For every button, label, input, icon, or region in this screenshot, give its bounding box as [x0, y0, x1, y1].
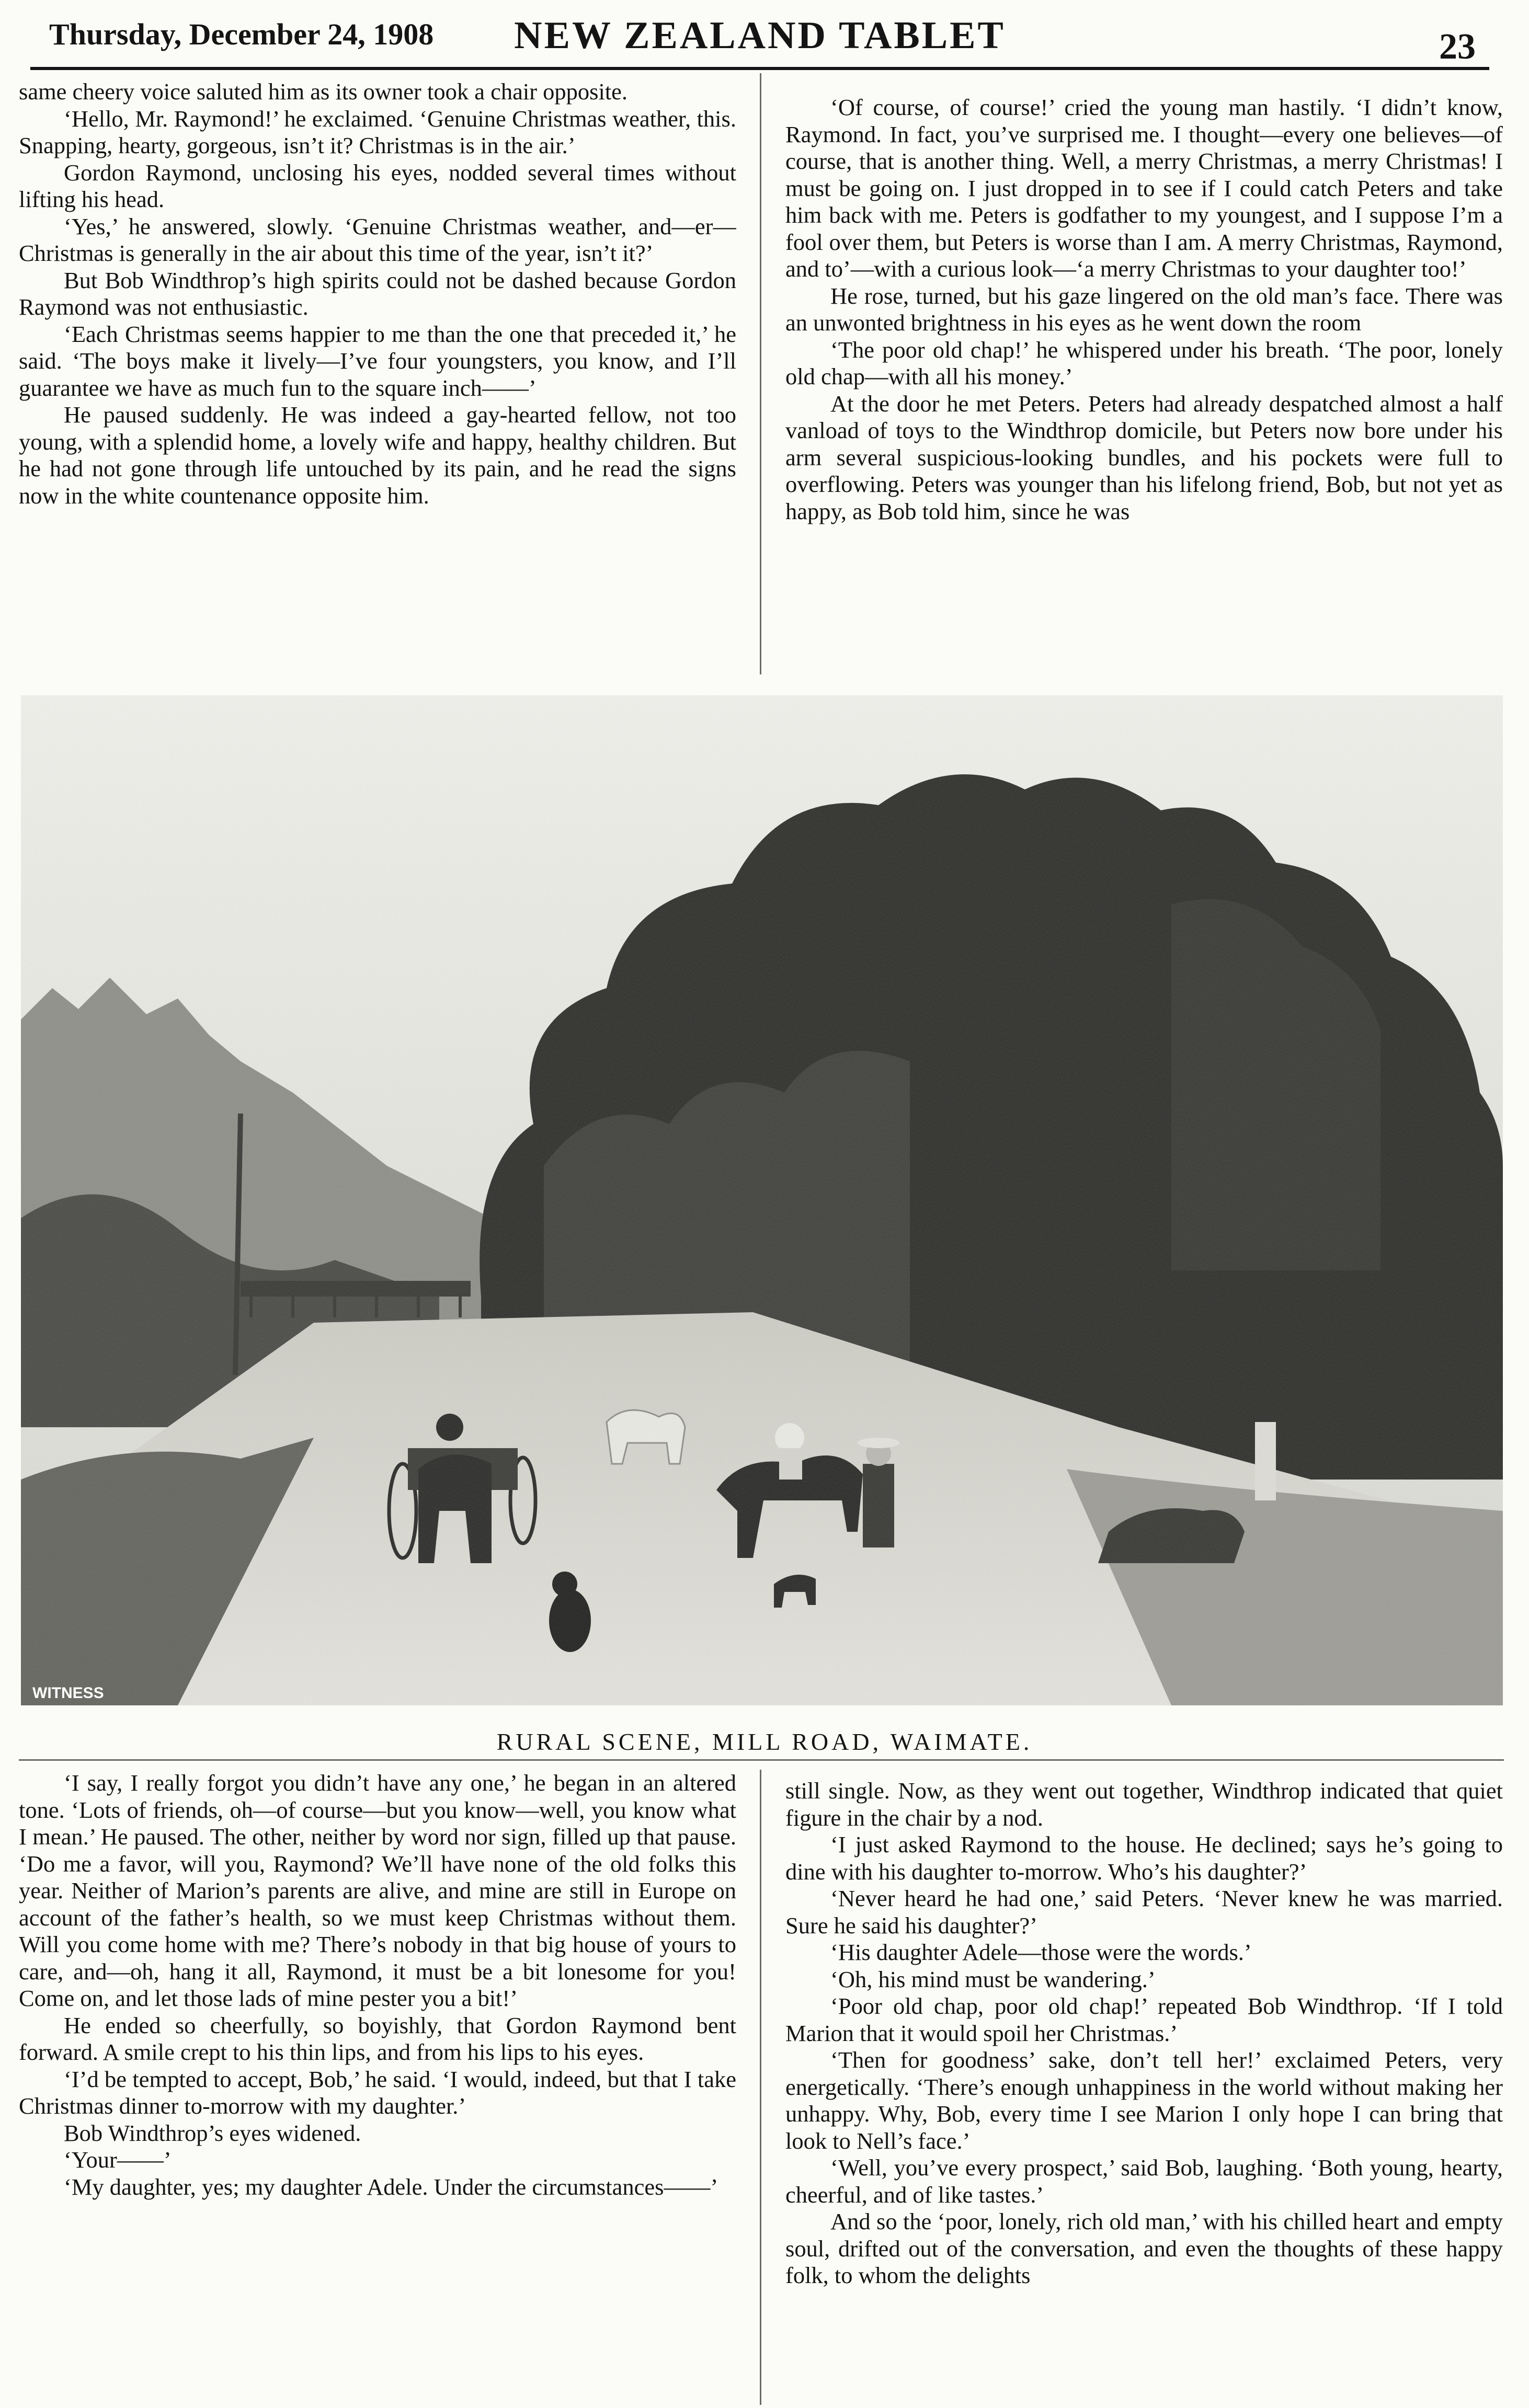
paragraph: ‘Then for goodness’ sake, don’t tell her!’ exclaimed Peters, very energetically. ‘There’s enough unhappiness in the world without making her unhappy. Why, Bob, every time I see Marion I only hope I can bring that look to Nell’s face.’ — [785, 2047, 1503, 2154]
paragraph: ‘Your——’ — [64, 2147, 172, 2173]
paragraph: ‘I say, I really forgot you didn’t have any one,’ he began in an altered tone. ‘Lots of friends, oh—of course—but you know—well, you know what I mean.’ He paused. The other, neither by word nor sign, filled up that pause. ‘Do me a favor, will you, Raymond? We’ll have none of the old folks this year. Neither of Marion’s parents are alive, and mine are still in Europe on account of the father’s health, so we must keep Christmas without them. Will you come home with me? There’s nobody in that big house of yours to care, and—oh, hang it all, Raymond, it must be a bit lonesome for you! Come on, and let those lads of mine pester you a bit!’ — [19, 1770, 736, 2011]
paragraph: ‘Of course, of course!’ cried the young man hastily. ‘I didn’t know, Raymond. In fact, you’ve surprised me. I thought—every one believes—of course, that is another thing. Well, a merry Christmas, a merry Christmas! I must be going on. I just dropped in to see if I could catch Peters and take him back with me. Peters is godfather to my youngest, and I suppose I’m a fool over them, but Peters is worse than I am. A merry Christmas, Raymond, and to’—with a curious look—‘a merry Christmas to your daughter too!’ — [785, 94, 1503, 282]
article-column-bottom-right — [785, 1778, 1503, 2405]
article-column-bottom-left — [19, 1770, 736, 2405]
paragraph: He paused suddenly. He was indeed a gay-hearted fellow, not too young, with a splendid home, a lovely wife and happy, healthy children. But he had not gone through life untouched by its pain, and he read the signs now in the white countenance opposite him. — [19, 402, 736, 509]
column-divider-top — [760, 73, 761, 674]
paragraph: He ended so cheerfully, so boyishly, that Gordon Raymond bent forward. A smile crept to his thin lips, and from his lips to his eyes. — [19, 2012, 736, 2065]
paragraph: ‘The poor old chap!’ he whispered under his breath. ‘The poor, lonely old chap—with all his money.’ — [785, 336, 1503, 389]
issue-date: Thursday, December 24, 1908 — [49, 17, 434, 51]
photo-illustration — [21, 695, 1503, 1705]
paragraph: Bob Windthrop’s eyes widened. — [64, 2119, 361, 2146]
page-header — [30, 5, 1489, 70]
caption-rule — [19, 1759, 1504, 1761]
page-number: 23 — [1439, 27, 1476, 67]
paragraph: He rose, turned, but his gaze lingered on the old man’s face. There was an unwonted brightness in his eyes as he went down the room — [785, 282, 1503, 336]
article-column-top-left — [19, 78, 736, 659]
paragraph: But Bob Windthrop’s high spirits could not be dashed because Gordon Raymond was not enthusiastic. — [19, 267, 736, 320]
article-column-top-right — [785, 94, 1503, 674]
paragraph: And so the ‘poor, lonely, rich old man,’ with his chilled heart and empty soul, drifted out of the conversation, and even the thoughts of these happy folk, to whom the delights — [785, 2208, 1503, 2288]
paragraph: Gordon Raymond, unclosing his eyes, nodded several times without lifting his head. — [19, 159, 736, 212]
photo-caption: RURAL SCENE, MILL ROAD, WAIMATE. — [496, 1728, 1033, 1755]
paragraph: still single. Now, as they went out together, Windthrop indicated that quiet figure in the chair by a nod. — [785, 1778, 1503, 1831]
paragraph: ‘His daughter Adele—those were the words.’ — [830, 1939, 1252, 1965]
paragraph: ‘Yes,’ he answered, slowly. ‘Genuine Christmas weather, and—er—Christmas is generally in the air about this time of the year, isn’t it?’ — [19, 213, 736, 266]
paragraph: ‘Oh, his mind must be wandering.’ — [830, 1966, 1156, 1992]
paragraph: ‘Well, you’ve every prospect,’ said Bob, laughing. ‘Both young, hearty, cheerful, and of like tastes.’ — [785, 2154, 1503, 2208]
column-divider-bottom — [760, 1770, 761, 2405]
paragraph: ‘My daughter, yes; my daughter Adele. Under the circumstances——’ — [64, 2173, 718, 2200]
paragraph: ‘I just asked Raymond to the house. He declined; says he’s going to dine with his daughter to-morrow. Who’s his daughter?’ — [785, 1831, 1503, 1885]
paragraph: ‘I’d be tempted to accept, Bob,’ he said. ‘I would, indeed, but that I take Christmas dinner to-morrow with my daughter.’ — [19, 2066, 736, 2119]
paragraph: ‘Poor old chap, poor old chap!’ repeated Bob Windthrop. ‘If I told Marion that it would spoil her Christmas.’ — [785, 1993, 1503, 2046]
paragraph: same cheery voice saluted him as its owner took a chair opposite. — [19, 78, 628, 105]
paragraph: ‘Hello, Mr. Raymond!’ he exclaimed. ‘Genuine Christmas weather, this. Snapping, hearty, gorgeous, isn’t it? Christmas is in the air.’ — [19, 105, 736, 158]
paragraph: ‘Each Christmas seems happier to me than the one that preceded it,’ he said. ‘The boys make it lively—I’ve four youngsters, you know, and I’ll guarantee we have as much fun to the square inch——’ — [19, 320, 736, 401]
rural-scene-photograph — [21, 695, 1503, 1705]
photo-credit: WITNESS — [32, 1684, 104, 1702]
paragraph: At the door he met Peters. Peters had already despatched almost a half vanload of toys to the Windthrop domicile, but Peters now bore under his arm several suspicious-looking bundles, and his pockets were full to overflowing. Peters was younger than his lifelong friend, Bob, but not yet as happy, as Bob told him, since he was — [785, 390, 1503, 524]
paragraph: ‘Never heard he had one,’ said Peters. ‘Never knew he was married. Sure he said his daughter?’ — [785, 1885, 1503, 1939]
masthead-title: NEW ZEALAND TABLET — [514, 14, 1006, 57]
